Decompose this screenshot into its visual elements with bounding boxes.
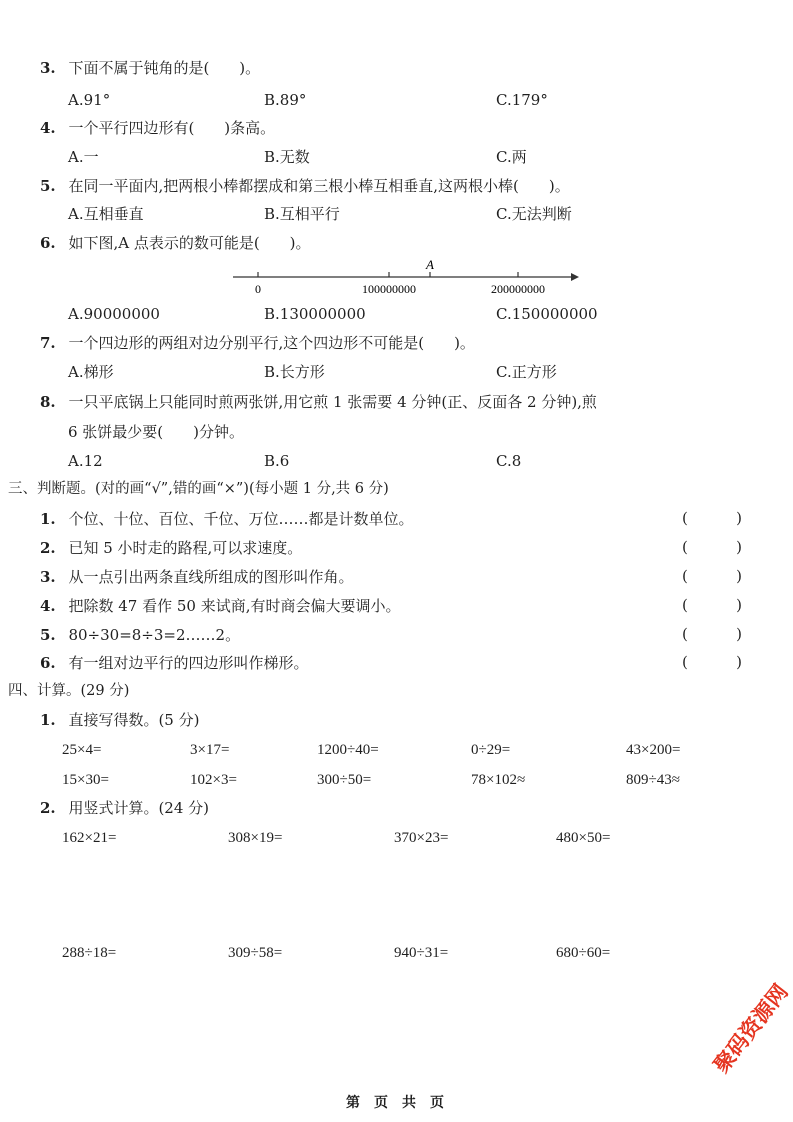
question-number: 8. — [40, 393, 56, 411]
question-8 — [40, 392, 597, 412]
arrow-right-icon — [571, 273, 579, 281]
part-title: 直接写得数。(5 分) — [68, 711, 200, 729]
item-number: 5. — [40, 626, 56, 644]
question-stem: 一个平行四边形有( )条高。 — [68, 119, 276, 137]
judge-item — [40, 596, 400, 616]
judge-item — [40, 567, 353, 587]
answer-paren[interactable]: ( ) — [682, 625, 742, 643]
oral-problem: 300÷50= — [317, 772, 372, 788]
calc-part-2-title — [40, 798, 209, 818]
question-stem: 一个四边形的两组对边分别平行,这个四边形不可能是( )。 — [68, 334, 475, 352]
option-c: C.无法判断 — [496, 205, 572, 223]
judge-item — [40, 509, 413, 529]
calc-part-1-title — [40, 710, 199, 730]
oral-problem: 0÷29= — [471, 742, 511, 758]
option-a: A.91° — [68, 91, 111, 109]
question-6 — [40, 233, 311, 253]
item-text: 有一组对边平行的四边形叫作梯形。 — [68, 654, 309, 672]
oral-problem: 78×102≈ — [471, 772, 526, 788]
vertical-problem: 940÷31= — [394, 945, 449, 961]
vertical-problem: 288÷18= — [62, 945, 117, 961]
option-b: B.互相平行 — [264, 205, 340, 223]
item-number: 1. — [40, 510, 56, 528]
judge-item — [40, 625, 240, 645]
oral-problem: 809÷43≈ — [626, 772, 680, 788]
question-number: 3. — [40, 59, 56, 77]
point-a-label: A — [426, 258, 434, 272]
option-c: C.正方形 — [496, 363, 557, 381]
vertical-problem: 680÷60= — [556, 945, 611, 961]
section-title-calc: 四、计算。(29 分) — [8, 683, 130, 699]
item-text: 80÷30=8÷3=2……2。 — [68, 626, 241, 644]
question-4 — [40, 118, 275, 138]
item-number: 6. — [40, 654, 56, 672]
item-text: 已知 5 小时走的路程,可以求速度。 — [68, 539, 303, 557]
question-stem: 如下图,A 点表示的数可能是( )。 — [68, 234, 311, 252]
tick-label: 100000000 — [362, 282, 416, 296]
vertical-problem: 309÷58= — [228, 945, 283, 961]
question-number: 4. — [40, 119, 56, 137]
item-number: 4. — [40, 597, 56, 615]
vertical-problem: 308×19= — [228, 830, 283, 846]
oral-problem: 25×4= — [62, 742, 102, 758]
part-title: 用竖式计算。(24 分) — [68, 799, 210, 817]
option-b: B.无数 — [264, 148, 310, 166]
option-b: B.长方形 — [264, 363, 325, 381]
vertical-problem: 370×23= — [394, 830, 449, 846]
option-b: B.89° — [264, 91, 307, 109]
item-text: 把除数 47 看作 50 来试商,有时商会偏大要调小。 — [68, 597, 401, 615]
page-footer: 第 页 共 页 — [346, 1095, 444, 1111]
question-5 — [40, 176, 570, 196]
item-text: 个位、十位、百位、千位、万位……都是计数单位。 — [68, 510, 414, 528]
question-stem: 下面不属于钝角的是( )。 — [68, 59, 261, 77]
vertical-problem: 480×50= — [556, 830, 611, 846]
question-number: 5. — [40, 177, 56, 195]
option-a: A.互相垂直 — [68, 205, 144, 223]
tick-label: 0 — [255, 282, 261, 296]
question-stem: 在同一平面内,把两根小棒都摆成和第三根小棒互相垂直,这两根小棒( )。 — [68, 177, 570, 195]
question-7 — [40, 333, 475, 353]
tick-label: 200000000 — [491, 282, 545, 296]
question-stem: 一只平底锅上只能同时煎两张饼,用它煎 1 张需要 4 分钟(正、反面各 2 分钟),煎 — [68, 393, 597, 411]
judge-item — [40, 538, 302, 558]
option-b: B.6 — [264, 452, 290, 470]
option-c: C.150000000 — [496, 305, 598, 323]
option-c: C.8 — [496, 452, 522, 470]
option-c: C.两 — [496, 148, 527, 166]
item-number: 2. — [40, 539, 56, 557]
watermark-stamp: 聚码资源网 — [709, 979, 793, 1078]
answer-paren[interactable]: ( ) — [682, 538, 742, 556]
question-number: 6. — [40, 234, 56, 252]
option-a: A.12 — [68, 452, 103, 470]
answer-paren[interactable]: ( ) — [682, 567, 742, 585]
answer-paren[interactable]: ( ) — [682, 653, 742, 671]
part-number: 1. — [40, 711, 56, 729]
option-a: A.梯形 — [68, 363, 114, 381]
judge-item — [40, 653, 308, 673]
option-a: A.90000000 — [68, 305, 160, 323]
part-number: 2. — [40, 799, 56, 817]
option-b: B.130000000 — [264, 305, 366, 323]
oral-problem: 15×30= — [62, 772, 109, 788]
item-text: 从一点引出两条直线所组成的图形叫作角。 — [68, 568, 354, 586]
number-line — [225, 258, 585, 300]
oral-problem: 102×3= — [190, 772, 237, 788]
option-c: C.179° — [496, 91, 548, 109]
oral-problem: 3×17= — [190, 742, 230, 758]
question-stem-continued: 6 张饼最少要( )分钟。 — [68, 423, 245, 441]
answer-paren[interactable]: ( ) — [682, 596, 742, 614]
oral-problem: 43×200= — [626, 742, 681, 758]
item-number: 3. — [40, 568, 56, 586]
oral-problem: 1200÷40= — [317, 742, 379, 758]
vertical-problem: 162×21= — [62, 830, 117, 846]
answer-paren[interactable]: ( ) — [682, 509, 742, 527]
question-3 — [40, 58, 260, 78]
option-a: A.一 — [68, 148, 99, 166]
section-title-judge: 三、判断题。(对的画“√”,错的画“×”)(每小题 1 分,共 6 分) — [8, 481, 389, 497]
question-number: 7. — [40, 334, 56, 352]
